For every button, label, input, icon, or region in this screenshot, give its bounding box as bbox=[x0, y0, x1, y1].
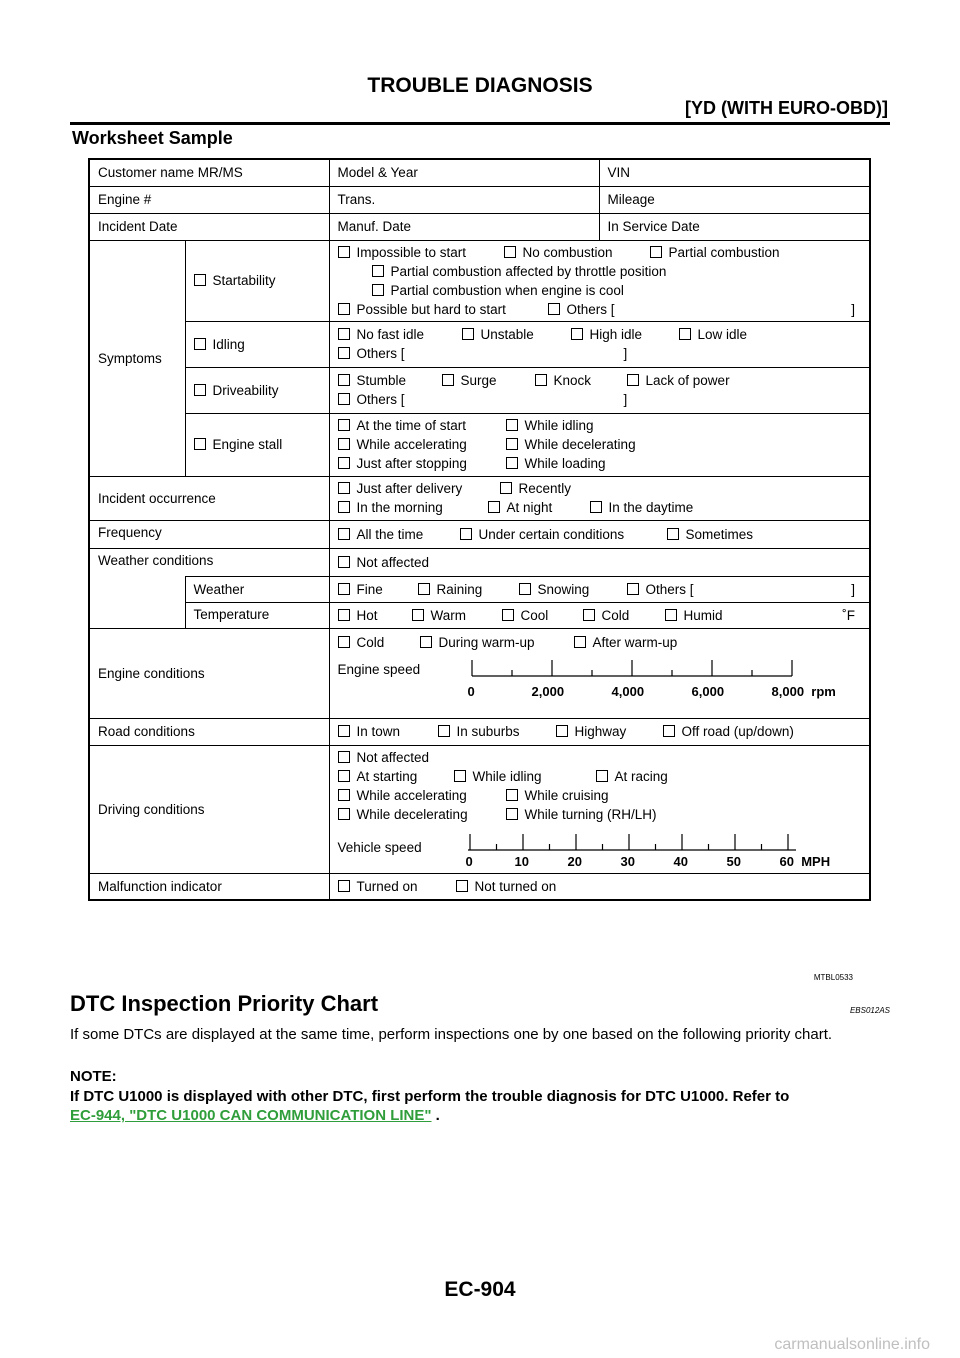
engine-conditions-label: Engine conditions bbox=[89, 628, 329, 718]
scale-tick-label: 10 bbox=[514, 853, 529, 869]
checkbox[interactable] bbox=[462, 328, 474, 340]
table-row bbox=[89, 367, 870, 413]
frequency-options: All the time Under certain conditions Sometimes bbox=[329, 520, 870, 548]
checkbox[interactable] bbox=[571, 328, 583, 340]
table-row bbox=[89, 213, 870, 240]
scale-tick-label: 4,000 bbox=[611, 683, 645, 699]
checkbox[interactable] bbox=[506, 419, 518, 431]
checkbox[interactable] bbox=[338, 725, 350, 737]
incident-occurrence-label: Incident occurrence bbox=[89, 476, 329, 520]
table-row bbox=[89, 745, 870, 873]
model-year-cell: Model & Year bbox=[329, 159, 599, 186]
checkbox[interactable] bbox=[194, 338, 206, 350]
note-label: NOTE: bbox=[70, 1068, 117, 1085]
checkbox[interactable] bbox=[420, 636, 432, 648]
idling-cell: Idling bbox=[185, 321, 329, 367]
checkbox[interactable] bbox=[665, 609, 677, 621]
scale-tick-label: 60 MPH bbox=[779, 853, 831, 869]
driving-conditions-label: Driving conditions bbox=[89, 745, 329, 873]
header-rule bbox=[70, 122, 890, 125]
table-row bbox=[89, 873, 870, 900]
checkbox[interactable] bbox=[194, 438, 206, 450]
scale-tick-label: 40 bbox=[673, 853, 688, 869]
manuf-date-cell: Manuf. Date bbox=[329, 213, 599, 240]
weather-conditions-options: Not affected bbox=[329, 548, 870, 576]
checkbox[interactable] bbox=[663, 725, 675, 737]
checkbox[interactable] bbox=[418, 583, 430, 595]
checkbox[interactable] bbox=[535, 374, 547, 386]
trans-cell: Trans. bbox=[329, 186, 599, 213]
idling-options: No fast idle Unstable High idle Low idle Others [ ] bbox=[329, 321, 870, 367]
checkbox[interactable] bbox=[338, 636, 350, 648]
table-row bbox=[89, 548, 870, 576]
checkbox[interactable] bbox=[442, 374, 454, 386]
checkbox[interactable] bbox=[338, 789, 350, 801]
checkbox[interactable] bbox=[506, 789, 518, 801]
startability-cell: Startability bbox=[185, 240, 329, 321]
scale-tick-label: 2,000 bbox=[531, 683, 565, 699]
checkbox[interactable] bbox=[519, 583, 531, 595]
checkbox[interactable] bbox=[338, 528, 350, 540]
scale-tick-label: 30 bbox=[620, 853, 635, 869]
checkbox[interactable] bbox=[372, 284, 384, 296]
checkbox[interactable] bbox=[590, 501, 602, 513]
temperature-label: Temperature bbox=[185, 602, 329, 628]
engine-speed-scale: Engine speed 0 2,000 4,000 6,000 8,000 rpm bbox=[338, 656, 862, 710]
engine-stall-cell: Engine stall bbox=[185, 413, 329, 476]
vehicle-speed-ruler bbox=[464, 830, 804, 854]
page-header-title: TROUBLE DIAGNOSIS bbox=[367, 74, 593, 97]
checkbox[interactable] bbox=[667, 528, 679, 540]
scale-tick-label: 6,000 bbox=[691, 683, 725, 699]
worksheet-table bbox=[88, 158, 871, 901]
checkbox[interactable] bbox=[194, 384, 206, 396]
checkbox[interactable] bbox=[548, 303, 560, 315]
vin-cell: VIN bbox=[599, 159, 870, 186]
mileage-cell: Mileage bbox=[599, 186, 870, 213]
malfunction-options: Turned on Not turned on bbox=[329, 873, 870, 900]
checkbox[interactable] bbox=[338, 609, 350, 621]
checkbox[interactable] bbox=[460, 528, 472, 540]
checkbox[interactable] bbox=[456, 880, 468, 892]
checkbox[interactable] bbox=[574, 636, 586, 648]
startability-options: Impossible to start No combustion Partial combustion Partial combustion affected by throttle position Partial combustion when engine is cool Possible but hard to start Others [ ] bbox=[329, 240, 870, 321]
figure-id: MTBL0533 bbox=[813, 973, 853, 982]
engine-conditions-options: Cold During warm-up After warm-up Engine speed 0 2,000 4,000 6,000 8,000 rpm bbox=[329, 628, 870, 718]
page-header-subtitle: [YD (WITH EURO-OBD)] bbox=[685, 98, 888, 118]
checkbox[interactable] bbox=[412, 609, 424, 621]
checkbox[interactable] bbox=[627, 583, 639, 595]
checkbox[interactable] bbox=[504, 246, 516, 258]
checkbox[interactable] bbox=[338, 501, 350, 513]
checkbox[interactable] bbox=[338, 347, 350, 359]
checkbox[interactable] bbox=[338, 556, 350, 568]
checkbox[interactable] bbox=[194, 274, 206, 286]
checkbox[interactable] bbox=[338, 457, 350, 469]
engine-speed-ruler bbox=[468, 656, 808, 680]
incident-occurrence-options: Just after delivery Recently In the morning At night In the daytime bbox=[329, 476, 870, 520]
checkbox[interactable] bbox=[338, 880, 350, 892]
note-text: If DTC U1000 is displayed with other DTC, first perform the trouble diagnosis for DTC U1000. Refer to EC-944, "DTC U1000 CAN COMMUNICATION LINE" . bbox=[70, 1088, 790, 1124]
checkbox[interactable] bbox=[338, 583, 350, 595]
watermark: carmanualsonline.info bbox=[774, 1336, 930, 1353]
checkbox[interactable] bbox=[596, 770, 608, 782]
scale-tick-label: 8,000 rpm bbox=[771, 683, 836, 699]
table-row bbox=[89, 186, 870, 213]
scale-tick-label: 0 bbox=[467, 683, 475, 699]
weather-spacer bbox=[89, 576, 185, 628]
malfunction-label: Malfunction indicator bbox=[89, 873, 329, 900]
scale-tick-label: 50 bbox=[726, 853, 741, 869]
road-conditions-label: Road conditions bbox=[89, 718, 329, 745]
weather-options: Fine Raining Snowing Others [ ] bbox=[329, 576, 870, 602]
checkbox[interactable] bbox=[338, 482, 350, 494]
table-row bbox=[89, 520, 870, 548]
table-row bbox=[89, 240, 870, 321]
table-row bbox=[89, 718, 870, 745]
weather-conditions-label: Weather conditions bbox=[89, 548, 329, 576]
section-ref: EBS012AS bbox=[849, 1006, 890, 1015]
scale-tick-label: 20 bbox=[567, 853, 582, 869]
checkbox[interactable] bbox=[556, 725, 568, 737]
checkbox[interactable] bbox=[338, 808, 350, 820]
driveability-options: Stumble Surge Knock Lack of power Others [ ] bbox=[329, 367, 870, 413]
driveability-cell: Driveability bbox=[185, 367, 329, 413]
frequency-label: Frequency bbox=[89, 520, 329, 548]
incident-date-cell: Incident Date bbox=[89, 213, 329, 240]
symptoms-label: Symptoms bbox=[89, 240, 185, 476]
checkbox[interactable] bbox=[338, 438, 350, 450]
checkbox[interactable] bbox=[338, 374, 350, 386]
section-text: If some DTCs are displayed at the same time, perform inspections one by one based on the following priority chart. bbox=[70, 1026, 833, 1043]
engine-no-cell: Engine # bbox=[89, 186, 329, 213]
checkbox[interactable] bbox=[679, 328, 691, 340]
engine-stall-options: At the time of start While idling While accelerating While decelerating Just after stopping While loading bbox=[329, 413, 870, 476]
checkbox[interactable] bbox=[338, 770, 350, 782]
checkbox[interactable] bbox=[454, 770, 466, 782]
checkbox[interactable] bbox=[627, 374, 639, 386]
checkbox[interactable] bbox=[506, 808, 518, 820]
table-row bbox=[89, 159, 870, 186]
table-row bbox=[89, 576, 870, 602]
worksheet-heading: Worksheet Sample bbox=[72, 128, 233, 148]
scale-tick-label: 0 bbox=[465, 853, 473, 869]
checkbox[interactable] bbox=[506, 457, 518, 469]
road-conditions-options: In town In suburbs Highway Off road (up/down) bbox=[329, 718, 870, 745]
section-title: DTC Inspection Priority Chart bbox=[70, 991, 379, 1016]
weather-label: Weather bbox=[185, 576, 329, 602]
checkbox[interactable] bbox=[338, 328, 350, 340]
checkbox[interactable] bbox=[338, 303, 350, 315]
dtc-u1000-link[interactable]: EC-944, "DTC U1000 CAN COMMUNICATION LINE" bbox=[70, 1107, 432, 1124]
table-row bbox=[89, 628, 870, 718]
vehicle-speed-scale: Vehicle speed 0 10 20 30 40 50 60 MPH bbox=[338, 830, 862, 870]
page-number: EC-904 bbox=[444, 1278, 516, 1301]
checkbox[interactable] bbox=[338, 246, 350, 258]
checkbox[interactable] bbox=[583, 609, 595, 621]
checkbox[interactable] bbox=[338, 751, 350, 763]
checkbox[interactable] bbox=[650, 246, 662, 258]
checkbox[interactable] bbox=[372, 265, 384, 277]
checkbox[interactable] bbox=[338, 419, 350, 431]
checkbox[interactable] bbox=[506, 438, 518, 450]
table-row bbox=[89, 602, 870, 628]
table-row bbox=[89, 413, 870, 476]
checkbox[interactable] bbox=[500, 482, 512, 494]
checkbox[interactable] bbox=[488, 501, 500, 513]
checkbox[interactable] bbox=[438, 725, 450, 737]
checkbox[interactable] bbox=[502, 609, 514, 621]
table-row bbox=[89, 321, 870, 367]
driving-conditions-options: Not affected At starting While idling At racing While accelerating While cruising While decelerating While turning (RH/LH) Vehicle speed 0 10 20 30 40 50 60 MPH bbox=[329, 745, 870, 873]
table-row bbox=[89, 476, 870, 520]
temperature-options: Hot Warm Cool Cold Humid ˚F bbox=[329, 602, 870, 628]
in-service-date-cell: In Service Date bbox=[599, 213, 870, 240]
customer-name-cell: Customer name MR/MS bbox=[89, 159, 329, 186]
checkbox[interactable] bbox=[338, 393, 350, 405]
